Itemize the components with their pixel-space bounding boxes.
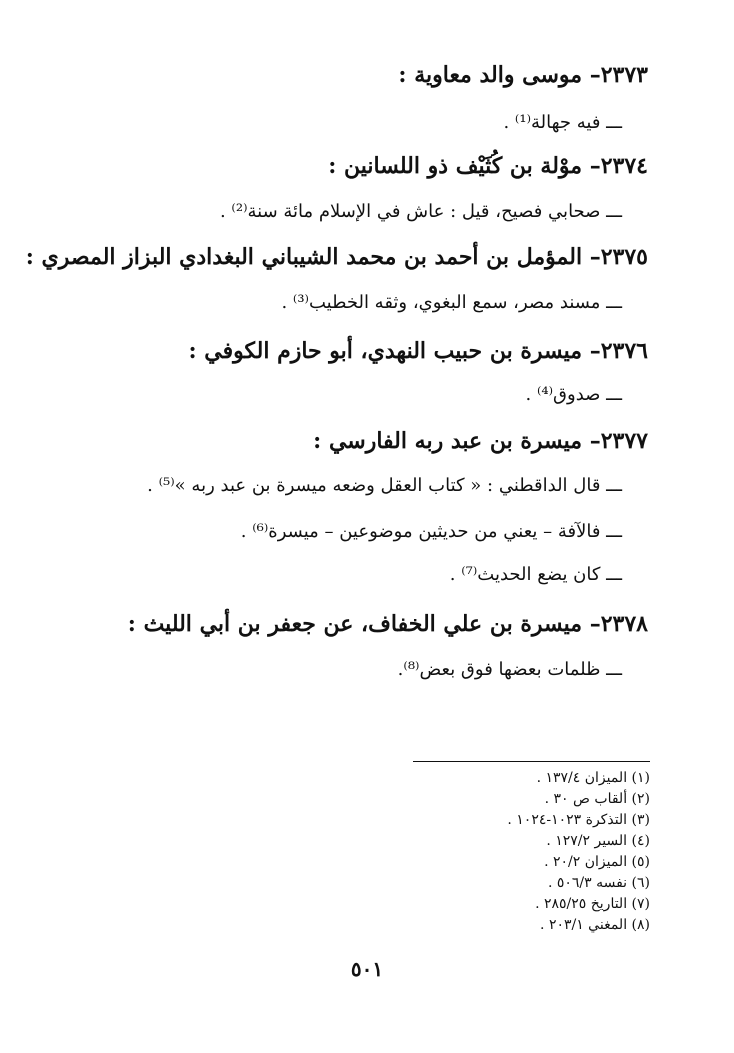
entry-heading: ٢٣٧٨– ميسرة بن علي الخفاف، عن جعفر بن أبي الليث : (127, 611, 648, 637)
entry-text: ـــ كان يضع الحديث⁽⁷⁾ . (449, 564, 622, 585)
footnote: (٨) المغني ٢٠٣/١ . (540, 917, 650, 933)
footnote: (١) الميزان ١٣٧/٤ . (536, 770, 650, 786)
page-number: ٥٠١ (350, 957, 384, 981)
entry-heading: ٢٣٧٣– موسى والد معاوية : (398, 62, 648, 88)
footnote: (٧) التاريخ ٢٨٥/٢٥ . (535, 896, 650, 912)
footnote: (٣) التذكرة ١٠٢٣-١٠٢٤ . (507, 812, 650, 828)
entry-heading: ٢٣٧٧– ميسرة بن عبد ربه الفارسي : (313, 428, 648, 454)
entry-text: ـــ صحابي فصيح، قيل : عاش في الإسلام مائة سنة⁽²⁾ . (219, 201, 622, 222)
entry-heading: ٢٣٧٤– موْلة بن كُثَيْف ذو اللسانين : (328, 153, 648, 179)
footnotes (507, 768, 650, 936)
entry-text: ـــ ظلمات بعضها فوق بعض⁽⁸⁾. (397, 659, 622, 680)
entry-heading: ٢٣٧٦– ميسرة بن حبيب النهدي، أبو حازم الكوفي : (188, 338, 648, 364)
entry-text: ـــ صدوق⁽⁴⁾ . (525, 384, 622, 405)
entry-text: ـــ قال الداقطني : « كتاب العقل وضعه ميسرة بن عبد ربه »⁽⁵⁾ . (147, 475, 622, 496)
entry-text: ـــ فالآفة – يعني من حديثين موضوعين – ميسرة⁽⁶⁾ . (240, 521, 622, 542)
entry-text: ـــ مسند مصر، سمع البغوي، وثقه الخطيب⁽³⁾ . (281, 292, 622, 313)
footnote: (٦) نفسه ٥٠٦/٣ . (547, 875, 650, 891)
entry-heading: ٢٣٧٥– المؤمل بن أحمد بن محمد الشيباني البغدادي البزاز المصري : (25, 244, 648, 270)
footnote: (٤) السير ١٢٧/٢ . (546, 833, 650, 849)
footnote-separator (413, 761, 650, 762)
footnote: (٢) ألقاب ص ٣٠ . (544, 791, 650, 807)
entry-text: ـــ فيه جهالة⁽¹⁾ . (503, 112, 622, 133)
footnote: (٥) الميزان ٢٠/٢ . (544, 854, 650, 870)
